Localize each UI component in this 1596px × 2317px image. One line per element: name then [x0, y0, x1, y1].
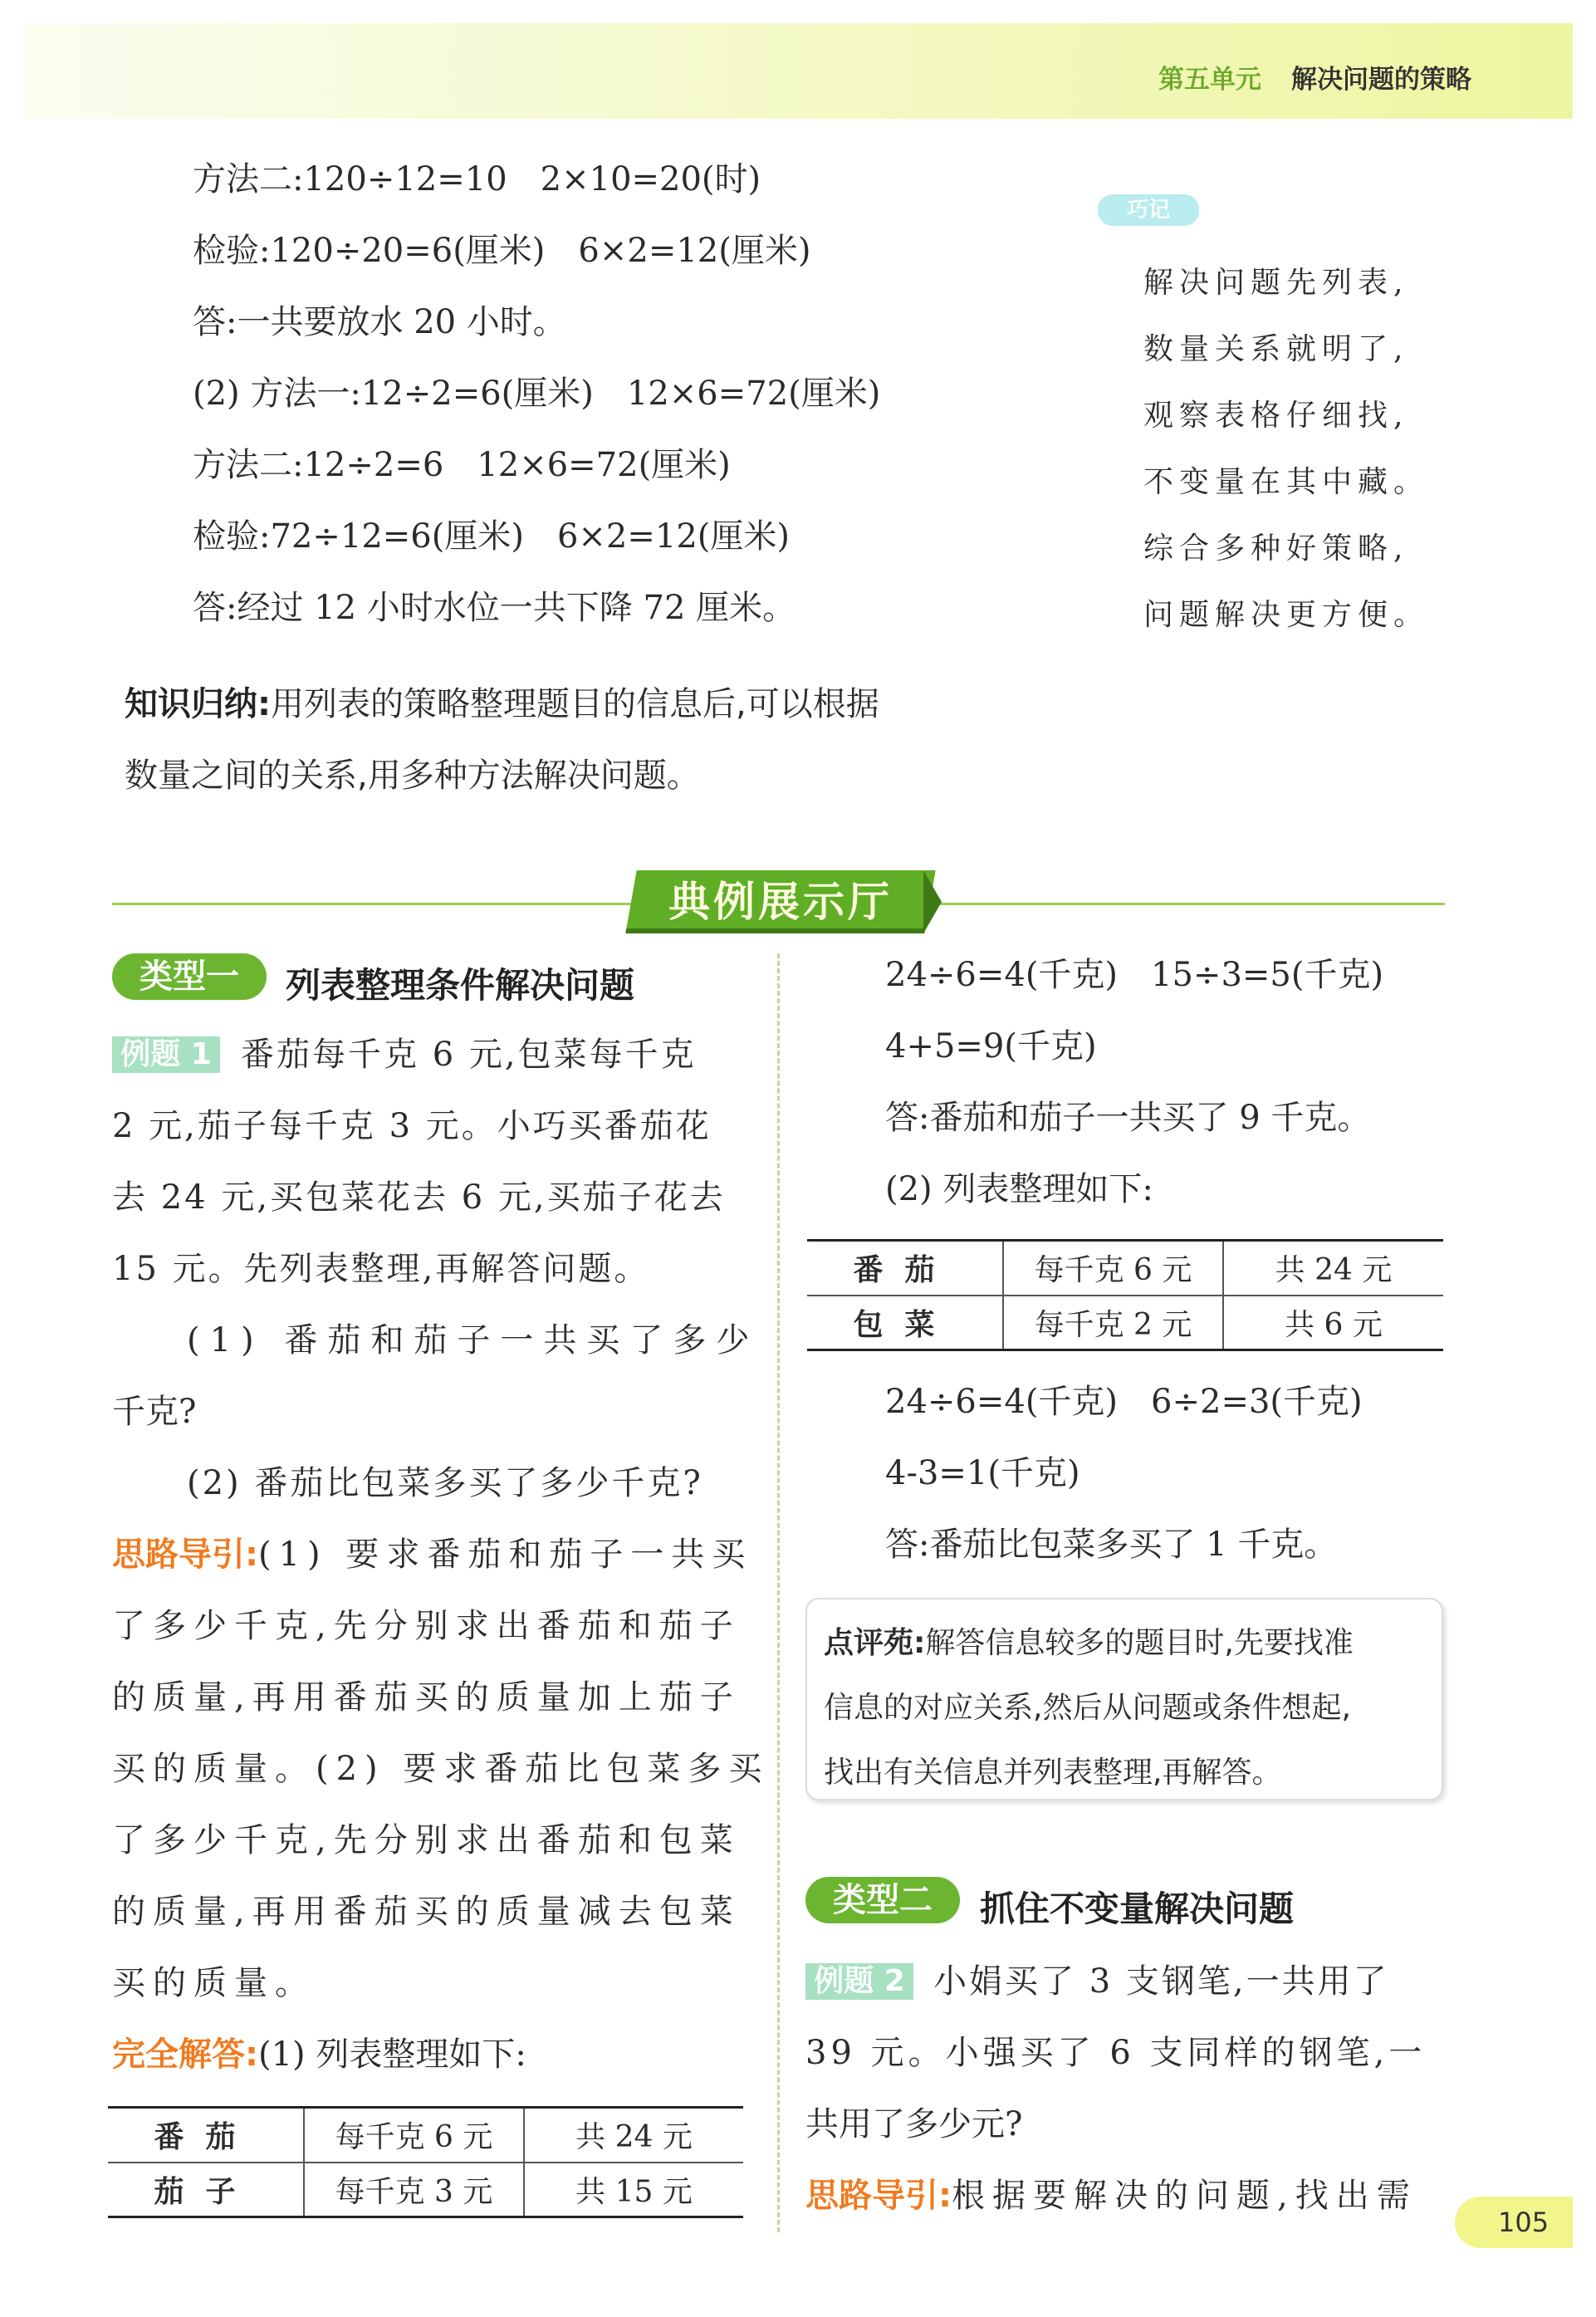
hint-line: 了多少千克,先分别求出番茄和茄子	[112, 1607, 741, 1645]
page-number: 105	[1455, 2197, 1573, 2248]
problem-line: 2 元,茄子每千克 3 元。小巧买番茄花	[112, 1107, 712, 1145]
memo-tag: 巧记	[1098, 194, 1199, 226]
table-cell: 每千克 3 元	[304, 2163, 524, 2217]
type2-badge: 类型二	[805, 1877, 960, 1923]
hint-line	[112, 1536, 753, 1574]
example2-badge: 例题 2	[805, 1963, 913, 2000]
review-line	[824, 1619, 1354, 1662]
hint-line: 了多少千克,先分别求出番茄和包菜	[112, 1821, 741, 1859]
example1-badge: 例题 1	[112, 1036, 220, 1073]
hint-line: 的质量,再用番茄买的质量加上茄子	[112, 1678, 741, 1717]
hint-text: (1) 要求番茄和茄子一共买	[258, 1536, 753, 1574]
table-tomato-eggplant	[108, 2106, 743, 2218]
chapter-title: 解决问题的策略	[1291, 65, 1471, 95]
solution-line: 检验:72÷12=6(厘米) 6×2=12(厘米)	[193, 517, 791, 556]
solution-line: 方法二:120÷12=10 2×10=20(时)	[193, 160, 761, 198]
hint-line	[805, 2177, 1417, 2215]
type1-badge: 类型一	[112, 953, 267, 1000]
problem-line: 39 元。小强买了 6 支同样的钢笔,一	[805, 2034, 1427, 2072]
solution-line: 方法二:12÷2=6 12×6=72(厘米)	[193, 446, 731, 484]
memo-line: 数量关系就明了,	[1143, 332, 1409, 366]
type1-title: 列表整理条件解决问题	[286, 965, 635, 1006]
knowledge-summary	[125, 678, 879, 725]
review-line: 信息的对应关系,然后从问题或条件想起,	[824, 1691, 1351, 1725]
table-cell: 共 24 元	[1223, 1241, 1443, 1296]
calc-line: (2) 列表整理如下:	[885, 1170, 1153, 1208]
solution-line: 检验:120÷20=6(厘米) 6×2=12(厘米)	[193, 232, 811, 270]
answer-label: 完全解答:	[112, 2035, 258, 2074]
table-cell: 共 24 元	[524, 2108, 743, 2163]
unit-label: 第五单元	[1158, 65, 1261, 95]
problem-line: 番茄每千克 6 元,包菜每千克	[241, 1036, 697, 1074]
solution-line: (2) 方法一:12÷2=6(厘米) 12×6=72(厘米)	[193, 375, 881, 413]
table-row	[108, 2163, 743, 2217]
problem-line: (2) 番茄比包菜多买了多少千克?	[187, 1464, 703, 1502]
memo-line: 观察表格仔细找,	[1143, 399, 1409, 433]
table-row	[807, 1241, 1443, 1296]
table-row	[807, 1296, 1443, 1350]
problem-line: 共用了多少元?	[805, 2105, 1023, 2143]
review-line: 找出有关信息并列表整理,再解答。	[824, 1756, 1282, 1790]
table-row	[108, 2108, 743, 2163]
problem-line: 千克?	[112, 1393, 197, 1431]
solution-line: 答:一共要放水 20 小时。	[193, 303, 566, 341]
table-cell: 番茄	[807, 1241, 1003, 1296]
table-cell: 共 6 元	[1223, 1296, 1443, 1350]
table-cell: 番茄	[108, 2108, 304, 2163]
problem-line: 小娟买了 3 支钢笔,一共用了	[933, 1962, 1389, 2001]
banner-title: 典例展示厅	[668, 878, 893, 926]
calc-line: 4+5=9(千克)	[885, 1027, 1097, 1065]
hint-line: 的质量,再用番茄买的质量减去包菜	[112, 1893, 741, 1931]
table-cell: 茄子	[108, 2163, 304, 2217]
calc-line: 24÷6=4(千克) 6÷2=3(千克)	[885, 1383, 1363, 1421]
table-cell: 每千克 2 元	[1003, 1296, 1223, 1350]
memo-line: 综合多种好策略,	[1143, 531, 1409, 566]
calc-line: 4-3=1(千克)	[885, 1454, 1080, 1492]
table-cell: 每千克 6 元	[304, 2108, 524, 2163]
table-cell: 包菜	[807, 1296, 1003, 1350]
calc-line: 答:番茄和茄子一共买了 9 千克。	[885, 1099, 1371, 1137]
calc-line: 答:番茄比包菜多买了 1 千克。	[885, 1526, 1338, 1564]
hint-line: 买的质量。	[112, 1964, 316, 2002]
type2-title: 抓住不变量解决问题	[980, 1888, 1295, 1929]
summary-text: 数量之间的关系,用多种方法解决问题。	[125, 757, 700, 795]
memo-line: 解决问题先列表,	[1143, 266, 1409, 300]
review-text: 解答信息较多的题目时,先要找准	[925, 1626, 1354, 1660]
problem-line: (1) 番茄和茄子一共买了多少	[187, 1321, 760, 1359]
hint-text: 根据要解决的问题,找出需	[952, 2177, 1417, 2215]
header-text	[1158, 58, 1471, 96]
calc-line: 24÷6=4(千克) 15÷3=5(千克)	[885, 956, 1384, 994]
table-cell: 共 15 元	[524, 2163, 743, 2217]
memo-line: 问题解决更方便。	[1143, 598, 1430, 632]
column-divider	[777, 953, 780, 2232]
problem-line: 15 元。先列表整理,再解答问题。	[112, 1250, 650, 1288]
hint-label: 思路导引:	[805, 2177, 952, 2215]
hint-line: 买的质量。(2) 要求番茄比包菜多买	[112, 1750, 770, 1788]
summary-label: 知识归纳:	[125, 685, 271, 723]
problem-line: 去 24 元,买包菜花去 6 元,买茄子花去	[112, 1178, 726, 1217]
answer-line	[112, 2035, 526, 2074]
summary-text: 用列表的策略整理题目的信息后,可以根据	[271, 685, 879, 723]
hint-label: 思路导引:	[112, 1536, 258, 1574]
answer-intro: (1) 列表整理如下:	[258, 2035, 526, 2074]
solution-line: 答:经过 12 小时水位一共下降 72 厘米。	[193, 589, 796, 627]
table-cell: 每千克 6 元	[1003, 1241, 1223, 1296]
review-label: 点评苑:	[824, 1626, 926, 1660]
memo-line: 不变量在其中藏。	[1143, 465, 1430, 499]
table-tomato-cabbage	[807, 1239, 1443, 1351]
